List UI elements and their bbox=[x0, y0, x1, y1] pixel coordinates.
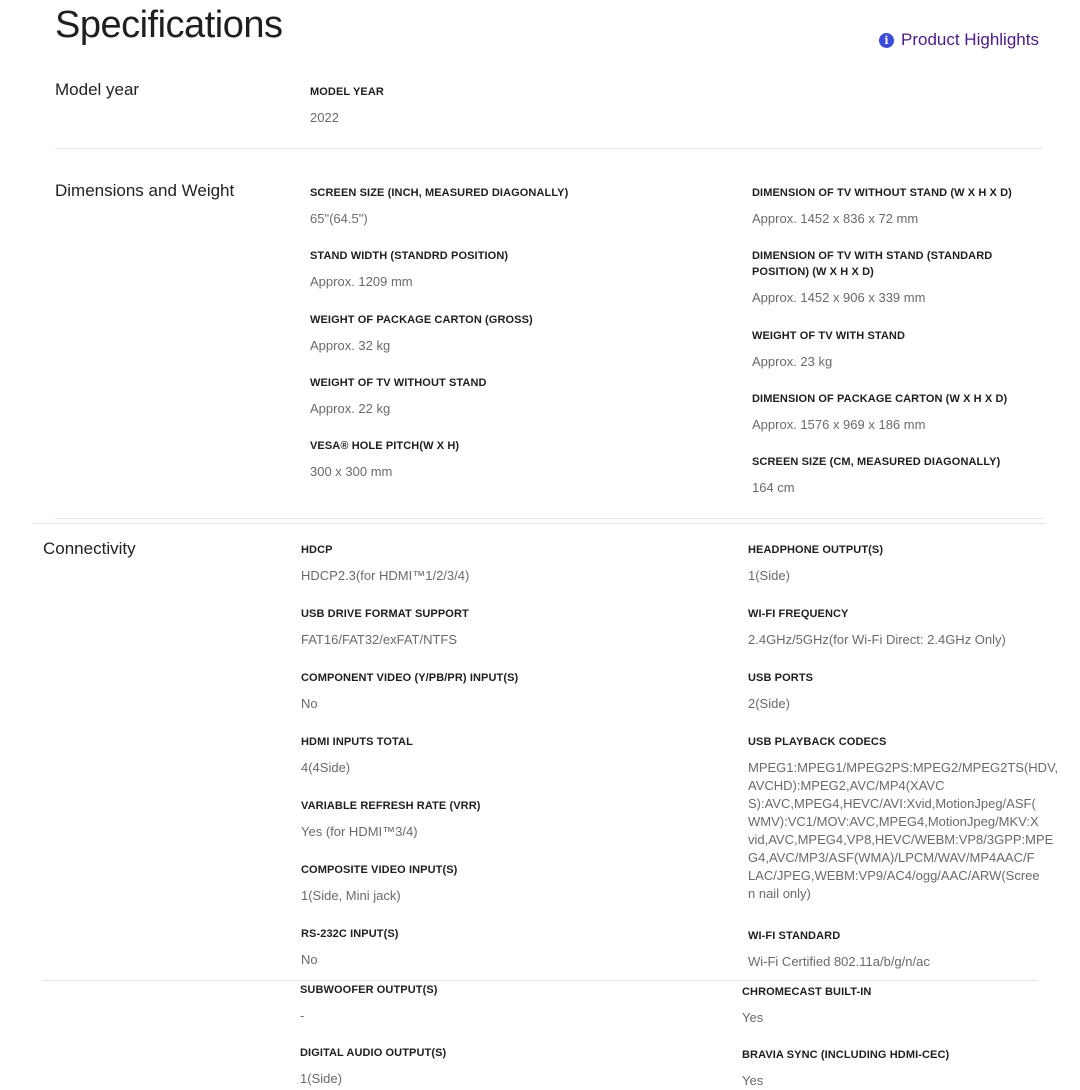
spec-label: USB PLAYBACK CODECS bbox=[748, 736, 887, 748]
spec-usb-format bbox=[301, 606, 469, 649]
spec-value: 2(Side) bbox=[748, 696, 790, 711]
spec-label: BRAVIA SYNC (INCLUDING HDMI-CEC) bbox=[742, 1049, 950, 1061]
spec-label: HEADPHONE OUTPUT(S) bbox=[748, 544, 884, 556]
spec-dimension-without-stand bbox=[752, 185, 1032, 228]
spec-hdmi-inputs bbox=[301, 734, 413, 777]
spec-label: HDCP bbox=[301, 544, 333, 556]
product-highlights-label: Product Highlights bbox=[901, 30, 1039, 49]
spec-value: Wi-Fi Certified 802.11a/b/g/n/ac bbox=[748, 954, 930, 969]
spec-value: 164 cm bbox=[752, 480, 795, 495]
spec-label: SUBWOOFER OUTPUT(S) bbox=[300, 984, 438, 996]
spec-screen-size-cm bbox=[752, 454, 1032, 497]
spec-dimension-with-stand bbox=[752, 248, 1032, 307]
spec-label: USB DRIVE FORMAT SUPPORT bbox=[301, 608, 469, 620]
spec-label: DIMENSION OF TV WITHOUT STAND (W X H X D) bbox=[752, 187, 1012, 199]
spec-rs232c bbox=[301, 926, 399, 969]
spec-label: STAND WIDTH (STANDRD POSITION) bbox=[310, 250, 509, 262]
section-divider bbox=[55, 148, 1043, 149]
spec-value: 2022 bbox=[310, 110, 339, 125]
page-title: Specifications bbox=[55, 4, 283, 46]
spec-value: No bbox=[301, 696, 318, 711]
spec-label: COMPONENT VIDEO (Y/PB/PR) INPUT(S) bbox=[301, 672, 519, 684]
spec-value: No bbox=[301, 952, 318, 967]
spec-value: HDCP2.3(for HDMI™1/2/3/4) bbox=[301, 568, 470, 583]
spec-value: 2.4GHz/5GHz(for Wi-Fi Direct: 2.4GHz Only) bbox=[748, 632, 1006, 647]
spec-weight-without-stand bbox=[310, 375, 487, 418]
spec-label: DIGITAL AUDIO OUTPUT(S) bbox=[300, 1047, 447, 1059]
section-title-model-year: Model year bbox=[55, 80, 140, 99]
spec-value: MPEG1:MPEG1/MPEG2PS:MPEG2/MPEG2TS(HDV, AVCHD):MPEG2,AVC/MP4(XAVC S):AVC,MPEG4,HEVC/AVI:Xvid,MotionJpeg/ASF( WMV):VC1/MOV:AVC,MPEG4,MotionJpeg/MKV:X vid,AVC,MPEG4,VP8,HEVC/WEBM:VP8/3GPP:MPE G4,AVC/MP3/ASF(WMA)/LPCM/WAV/MP4AAC/F LAC/JPEG,WEBM:VP9/AC4/ogg/AAC/ARW(Scree n nail only) bbox=[748, 760, 1059, 901]
spec-value: Yes bbox=[742, 1010, 764, 1025]
spec-value: - bbox=[300, 1008, 305, 1023]
section-divider bbox=[32, 523, 1046, 524]
spec-label: HDMI INPUTS TOTAL bbox=[301, 736, 413, 748]
spec-label: WI-FI FREQUENCY bbox=[748, 608, 849, 620]
spec-label: WEIGHT OF TV WITH STAND bbox=[752, 330, 906, 342]
spec-label: RS-232C INPUT(S) bbox=[301, 928, 399, 940]
spec-label: VARIABLE REFRESH RATE (VRR) bbox=[301, 800, 481, 812]
product-highlights-link[interactable] bbox=[879, 30, 1039, 50]
spec-value: Approx. 32 kg bbox=[310, 338, 391, 353]
spec-wifi-standard bbox=[748, 928, 1038, 971]
spec-value: Yes bbox=[742, 1073, 764, 1088]
info-icon: i bbox=[879, 33, 894, 48]
spec-label: VESA® HOLE PITCH(W X H) bbox=[310, 440, 460, 452]
spec-value: Approx. 22 kg bbox=[310, 401, 391, 416]
spec-component-video bbox=[301, 670, 518, 713]
spec-value: Approx. 1452 x 836 x 72 mm bbox=[752, 211, 919, 226]
spec-chromecast bbox=[742, 984, 1032, 1027]
spec-value: 300 x 300 mm bbox=[310, 464, 393, 479]
spec-label: WEIGHT OF TV WITHOUT STAND bbox=[310, 377, 487, 389]
spec-value: 1(Side, Mini jack) bbox=[301, 888, 401, 903]
spec-value: Approx. 1452 x 906 x 339 mm bbox=[752, 290, 926, 305]
spec-label: SCREEN SIZE (INCH, MEASURED DIAGONALLY) bbox=[310, 187, 569, 199]
spec-value: FAT16/FAT32/exFAT/NTFS bbox=[301, 632, 458, 647]
spec-headphone bbox=[748, 542, 1038, 585]
spec-vesa bbox=[310, 438, 459, 481]
spec-value: 65"(64.5") bbox=[310, 211, 368, 226]
spec-value: Yes (for HDMI™3/4) bbox=[301, 824, 418, 839]
spec-label: WI-FI STANDARD bbox=[748, 930, 841, 942]
spec-usb-ports bbox=[748, 670, 1038, 713]
section-divider bbox=[43, 980, 1038, 981]
section-divider bbox=[55, 518, 1043, 519]
spec-subwoofer bbox=[300, 982, 438, 1025]
spec-bravia-sync bbox=[742, 1047, 1032, 1090]
section-title-dimensions: Dimensions and Weight bbox=[55, 181, 235, 200]
section-title-connectivity: Connectivity bbox=[43, 539, 136, 558]
spec-digital-audio bbox=[300, 1045, 446, 1088]
spec-label: DIMENSION OF TV WITH STAND (STANDARD POSITION) (W X H X D) bbox=[752, 250, 993, 278]
spec-wifi-frequency bbox=[748, 606, 1038, 649]
spec-label: DIMENSION OF PACKAGE CARTON (W X H X D) bbox=[752, 393, 1008, 405]
spec-hdcp bbox=[301, 542, 469, 585]
spec-label: CHROMECAST BUILT-IN bbox=[742, 986, 872, 998]
spec-screen-size-inch bbox=[310, 185, 568, 228]
spec-label: MODEL YEAR bbox=[310, 86, 384, 98]
spec-weight-package bbox=[310, 312, 533, 355]
spec-value: Approx. 1209 mm bbox=[310, 274, 413, 289]
spec-value: 4(4Side) bbox=[301, 760, 351, 775]
spec-value: Approx. 23 kg bbox=[752, 354, 833, 369]
spec-value: 1(Side) bbox=[300, 1071, 342, 1086]
spec-usb-codecs bbox=[748, 734, 1059, 903]
spec-value: 1(Side) bbox=[748, 568, 790, 583]
spec-label: USB PORTS bbox=[748, 672, 814, 684]
spec-model-year bbox=[310, 84, 384, 127]
spec-label: SCREEN SIZE (CM, MEASURED DIAGONALLY) bbox=[752, 456, 1001, 468]
spec-label: WEIGHT OF PACKAGE CARTON (GROSS) bbox=[310, 314, 533, 326]
spec-vrr bbox=[301, 798, 481, 841]
spec-weight-with-stand bbox=[752, 328, 1032, 371]
spec-label: COMPOSITE VIDEO INPUT(S) bbox=[301, 864, 458, 876]
spec-value: Approx. 1576 x 969 x 186 mm bbox=[752, 417, 926, 432]
spec-dimension-package bbox=[752, 391, 1032, 434]
spec-composite-video bbox=[301, 862, 457, 905]
spec-stand-width bbox=[310, 248, 508, 291]
